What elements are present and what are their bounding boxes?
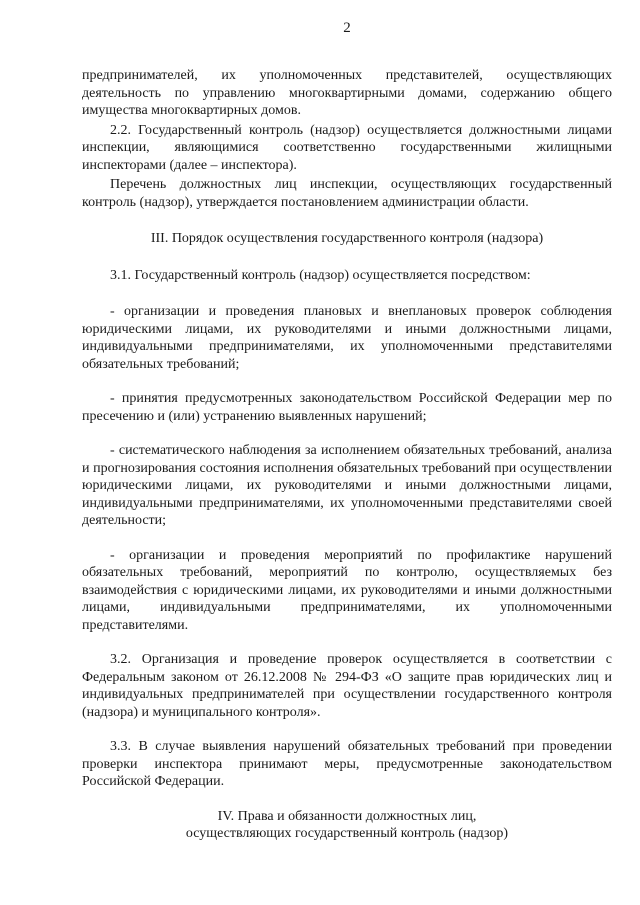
list-item-measures: - принятия предусмотренных законодательством Российской Федерации мер по пресечению и (или) устранению выявленных нарушений; xyxy=(82,391,612,424)
paragraph-3-1: 3.1. Государственный контроль (надзор) осуществляется посредством: xyxy=(110,267,531,283)
paragraph-continuation: предпринимателей, их уполномоченных представителей, осуществляющих деятельность по управлению многоквартирными домами, содержанию общего имущества многоквартирных домов. xyxy=(82,68,612,118)
list-item-prevention: - организации и проведения мероприятий по профилактике нарушений обязательных требований, мероприятий по контролю, осуществляемых без взаимодействия с юридическими лицами, их руководителями и иными должностными лицами, индивидуальными предпринимателями, их уполномоченными представителями. xyxy=(82,547,612,633)
paragraph-3-3: 3.3. В случае выявления нарушений обязательных требований при проведении проверки инспектора принимают меры, предусмотренные законодательством Российской Федерации. xyxy=(82,739,612,789)
list-item-inspections: - организации и проведения плановых и внеплановых проверок соблюдения юридическими лицами, их руководителями и иными должностными лицами, индивидуальными предпринимателями, их уполномоченными представителями обязательных требований; xyxy=(82,304,612,372)
page-number: 2 xyxy=(343,20,351,36)
section-3-heading: III. Порядок осуществления государственного контроля (надзора) xyxy=(150,231,544,246)
paragraph-3-2: 3.2. Организация и проведение проверок осуществляется в соответствии с Федеральным законом от 26.12.2008 № 294-ФЗ «О защите прав юридических лиц и индивидуальных предпринимателей при осуществлении государственного контроля (надзора) и муниципального контроля». xyxy=(82,652,612,720)
paragraph-officials-list: Перечень должностных лиц инспекции, осуществляющих государственный контроль (надзор), утверждается постановлением администрации области. xyxy=(82,177,612,210)
section-4-heading-line-2: осуществляющих государственный контроль (надзор) xyxy=(185,826,509,841)
section-4-heading-line-1: IV. Права и обязанности должностных лиц, xyxy=(217,808,477,824)
list-item-monitoring: - систематического наблюдения за исполнением обязательных требований, анализа и прогнозирования состояния исполнения обязательных требований при осуществлении юридическими лицами, их руководителями и иными должностными лицами, индивидуальными предпринимателями, их уполномоченными представителями своей деятельности; xyxy=(82,443,612,528)
paragraph-2-2: 2.2. Государственный контроль (надзор) осуществляется должностными лицами инспекции, являющимися соответственно государственными жилищными инспекторами (далее – инспектора). xyxy=(82,122,612,173)
document-body xyxy=(82,67,612,843)
